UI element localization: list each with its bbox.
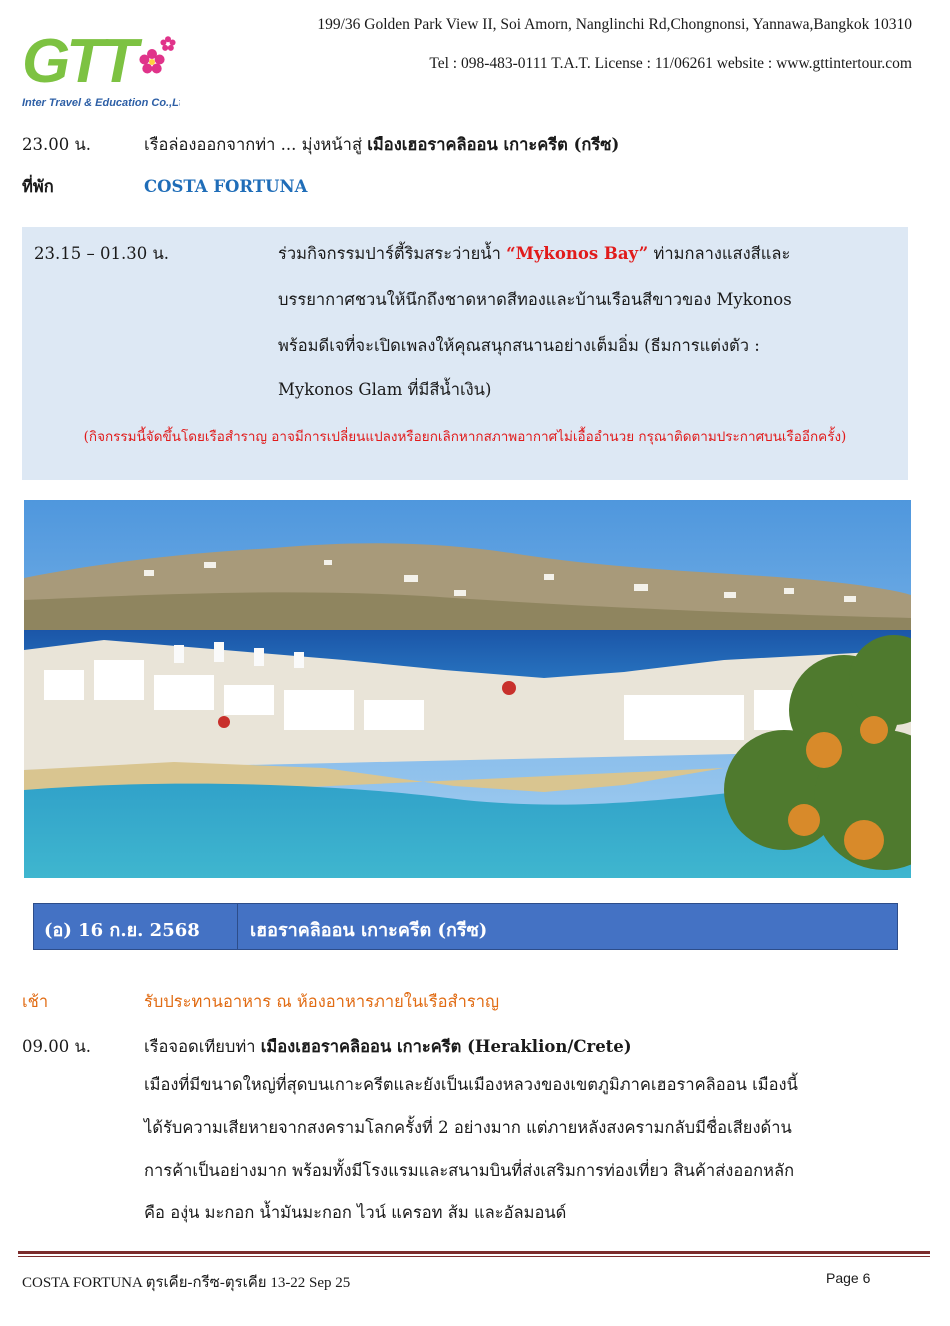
heraklion-description-line: คือ องุ่น มะกอก น้ำมันมะกอก ไวน์ แครอท ส้ม และอัลมอนด์ [144, 1203, 567, 1222]
party-line-1-prefix: ร่วมกิจกรรมปาร์ตี้ริมสระว่ายน้ำ [278, 244, 507, 263]
party-activity-box [22, 227, 908, 480]
company-address: 199/36 Golden Park View II, Soi Amorn, Nanglinchi Rd,Chongnonsi, Yannawa,Bangkok 10310 [317, 16, 912, 33]
departure-time: 23.00 น. [22, 135, 92, 154]
day-header-bar [33, 903, 898, 950]
mykonos-photo [24, 500, 911, 878]
day-place-cell [238, 903, 898, 950]
party-line-1-suffix: ท่ามกลางแสงสีและ [648, 244, 791, 263]
stay-label: ที่พัก [22, 177, 54, 196]
party-note: (กิจกรรมนี้จัดขึ้นโดยเรือสำราญ อาจมีการเปลี่ยนแปลงหรือยกเลิกหากสภาพอากาศไม่เอื้ออำนวย กรุณาติดตามประกาศบนเรืออีกครั้ง) [83, 429, 847, 445]
stay-value: COSTA FORTUNA [144, 177, 308, 196]
arrival-text-prefix: เรือจอดเทียบท่า [144, 1037, 261, 1056]
departure-destination: เมืองเฮอราคลิออน เกาะครีต (กรีซ) [367, 135, 620, 154]
breakfast-text: รับประทานอาหาร ณ ห้องอาหารภายในเรือสำราญ [144, 992, 500, 1011]
company-logo [20, 22, 180, 114]
page-number: Page 6 [826, 1270, 871, 1286]
day-date-cell [33, 903, 238, 950]
heraklion-description-line: เมืองที่มีขนาดใหญ่ที่สุดบนเกาะครีตและยังเป็นเมืองหลวงของเขตภูมิภาคเฮอราคลิออน เมืองนี้ [144, 1075, 798, 1094]
arrival-text [144, 1033, 632, 1061]
footer-divider-thin [18, 1256, 930, 1257]
arrival-time: 09.00 น. [22, 1037, 92, 1056]
logo-tagline: Inter Travel & Education Co.,Ltd. [22, 97, 180, 109]
footer-divider [18, 1251, 930, 1254]
departure-text [144, 131, 619, 159]
footer-trip-title: COSTA FORTUNA ตุรเคีย-กรีซ-ตุรเคีย 13-22 Sep 25 [22, 1275, 351, 1291]
day-date: (อ) 16 ก.ย. 2568 [44, 920, 200, 941]
logo-gtt-mark: GTT [22, 27, 134, 96]
company-contact: Tel : 098-483-0111 T.A.T. License : 11/06261 website : www.gttintertour.com [429, 55, 912, 72]
party-line-3: พร้อมดีเจที่จะเปิดเพลงให้คุณสนุกสนานอย่างเต็มอิ่ม (ธีมการแต่งตัว : [278, 336, 760, 355]
party-time: 23.15 – 01.30 น. [34, 244, 169, 263]
party-line-4: Mykonos Glam ที่มีสีน้ำเงิน) [278, 380, 492, 399]
party-highlight: “Mykonos Bay” [506, 244, 649, 263]
arrival-destination: เมืองเฮอราคลิออน เกาะครีต (Heraklion/Crete) [260, 1037, 632, 1056]
day-place: เฮอราคลิออน เกาะครีต (กรีซ) [250, 920, 488, 941]
party-line-1 [278, 241, 790, 267]
heraklion-description-line: การค้าเป็นอย่างมาก พร้อมทั้งมีโรงแรมและสนามบินที่ส่งเสริมการท่องเที่ยว สินค้าส่งออกหลัก [144, 1161, 795, 1180]
breakfast-label: เช้า [22, 992, 49, 1011]
departure-text-prefix: เรือล่องออกจากท่า ... มุ่งหน้าสู่ [144, 135, 368, 154]
flower-icon [139, 49, 164, 74]
party-line-2: บรรยากาศชวนให้นึกถึงชาดหาดสีทองและบ้านเรือนสีขาวของ Mykonos [278, 290, 792, 309]
heraklion-description-line: ได้รับความเสียหายจากสงครามโลกครั้งที่ 2 อย่างมาก แต่ภายหลังสงครามกลับมีชื่อเสียงด้าน [144, 1118, 792, 1137]
